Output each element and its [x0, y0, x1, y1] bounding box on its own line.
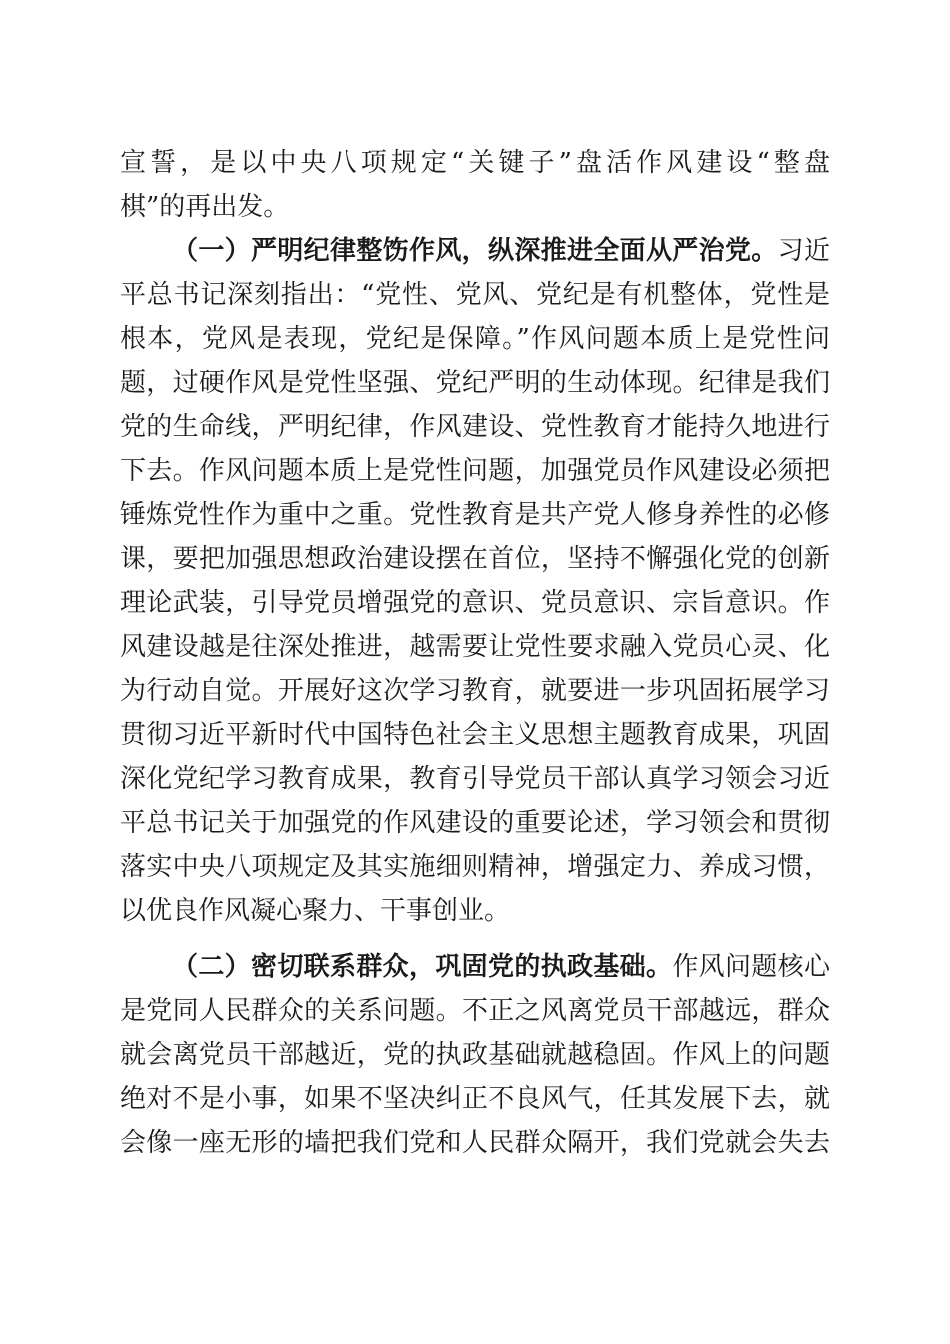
text-line-8: 下去。作风问题本质上是党性问题，加强党员作风建设必须把 — [120, 456, 830, 486]
text-line-13: 为行动自觉。开展好这次学习教育，就要进一步巩固拓展学习 — [120, 676, 830, 706]
text-line-22: 绝对不是小事，如果不坚决纠正不良风气，任其发展下去，就 — [120, 1084, 830, 1114]
text-line-4: 平总书记深刻指出：“党性、党风、党纪是有机整体，党性是 — [120, 280, 830, 310]
text-line-9: 锤炼党性作为重中之重。党性教育是共产党人修身养性的必修 — [120, 500, 830, 530]
text-line-18: 以优良作风凝心聚力、干事创业。 — [120, 896, 511, 926]
text-line-16: 平总书记关于加强党的作风建设的重要论述，学习领会和贯彻 — [120, 808, 830, 838]
text-line-21: 就会离党员干部越近，党的执政基础就越稳固。作风上的问题 — [120, 1040, 830, 1070]
text-line-15: 深化党纪学习教育成果，教育引导党员干部认真学习领会习近 — [120, 764, 830, 794]
section-heading-1: （一）严明纪律整饬作风，纵深推进全面从严治党。 — [172, 236, 778, 266]
text-line-7: 党的生命线，严明纪律，作风建设、党性教育才能持久地进行 — [120, 412, 830, 442]
text-line-14: 贯彻习近平新时代中国特色社会主义思想主题教育成果，巩固 — [120, 720, 830, 750]
text-line-5: 根本，党风是表现，党纪是保障。”作风问题本质上是党性问 — [120, 324, 830, 354]
text-line-19 — [172, 947, 830, 987]
text-line-12: 风建设越是往深处推进，越需要让党性要求融入党员心灵、化 — [120, 632, 830, 662]
text-line-10: 课，要把加强思想政治建设摆在首位，坚持不懈强化党的创新 — [120, 544, 830, 574]
text-line-6: 题，过硬作风是党性坚强、党纪严明的生动体现。纪律是我们 — [120, 368, 830, 398]
text-run: 习近 — [777, 236, 830, 266]
text-line-3 — [172, 231, 830, 271]
text-line-20: 是党同人民群众的关系问题。不正之风离党员干部越远，群众 — [120, 996, 830, 1026]
text-line-11: 理论武装，引导党员增强党的意识、党员意识、宗旨意识。作 — [120, 588, 830, 618]
text-line-1: 宣誓，是以中央八项规定“关键子”盘活作风建设“整盘 — [120, 148, 830, 178]
section-heading-2: （二）密切联系群众，巩固党的执政基础。 — [172, 952, 673, 982]
text-line-2: 棋”的再出发。 — [120, 192, 290, 222]
text-line-17: 落实中央八项规定及其实施细则精神，增强定力、养成习惯， — [120, 852, 830, 882]
text-run: 作风问题核心 — [672, 952, 830, 982]
text-line-23: 会像一座无形的墙把我们党和人民群众隔开，我们党就会失去 — [120, 1128, 830, 1158]
